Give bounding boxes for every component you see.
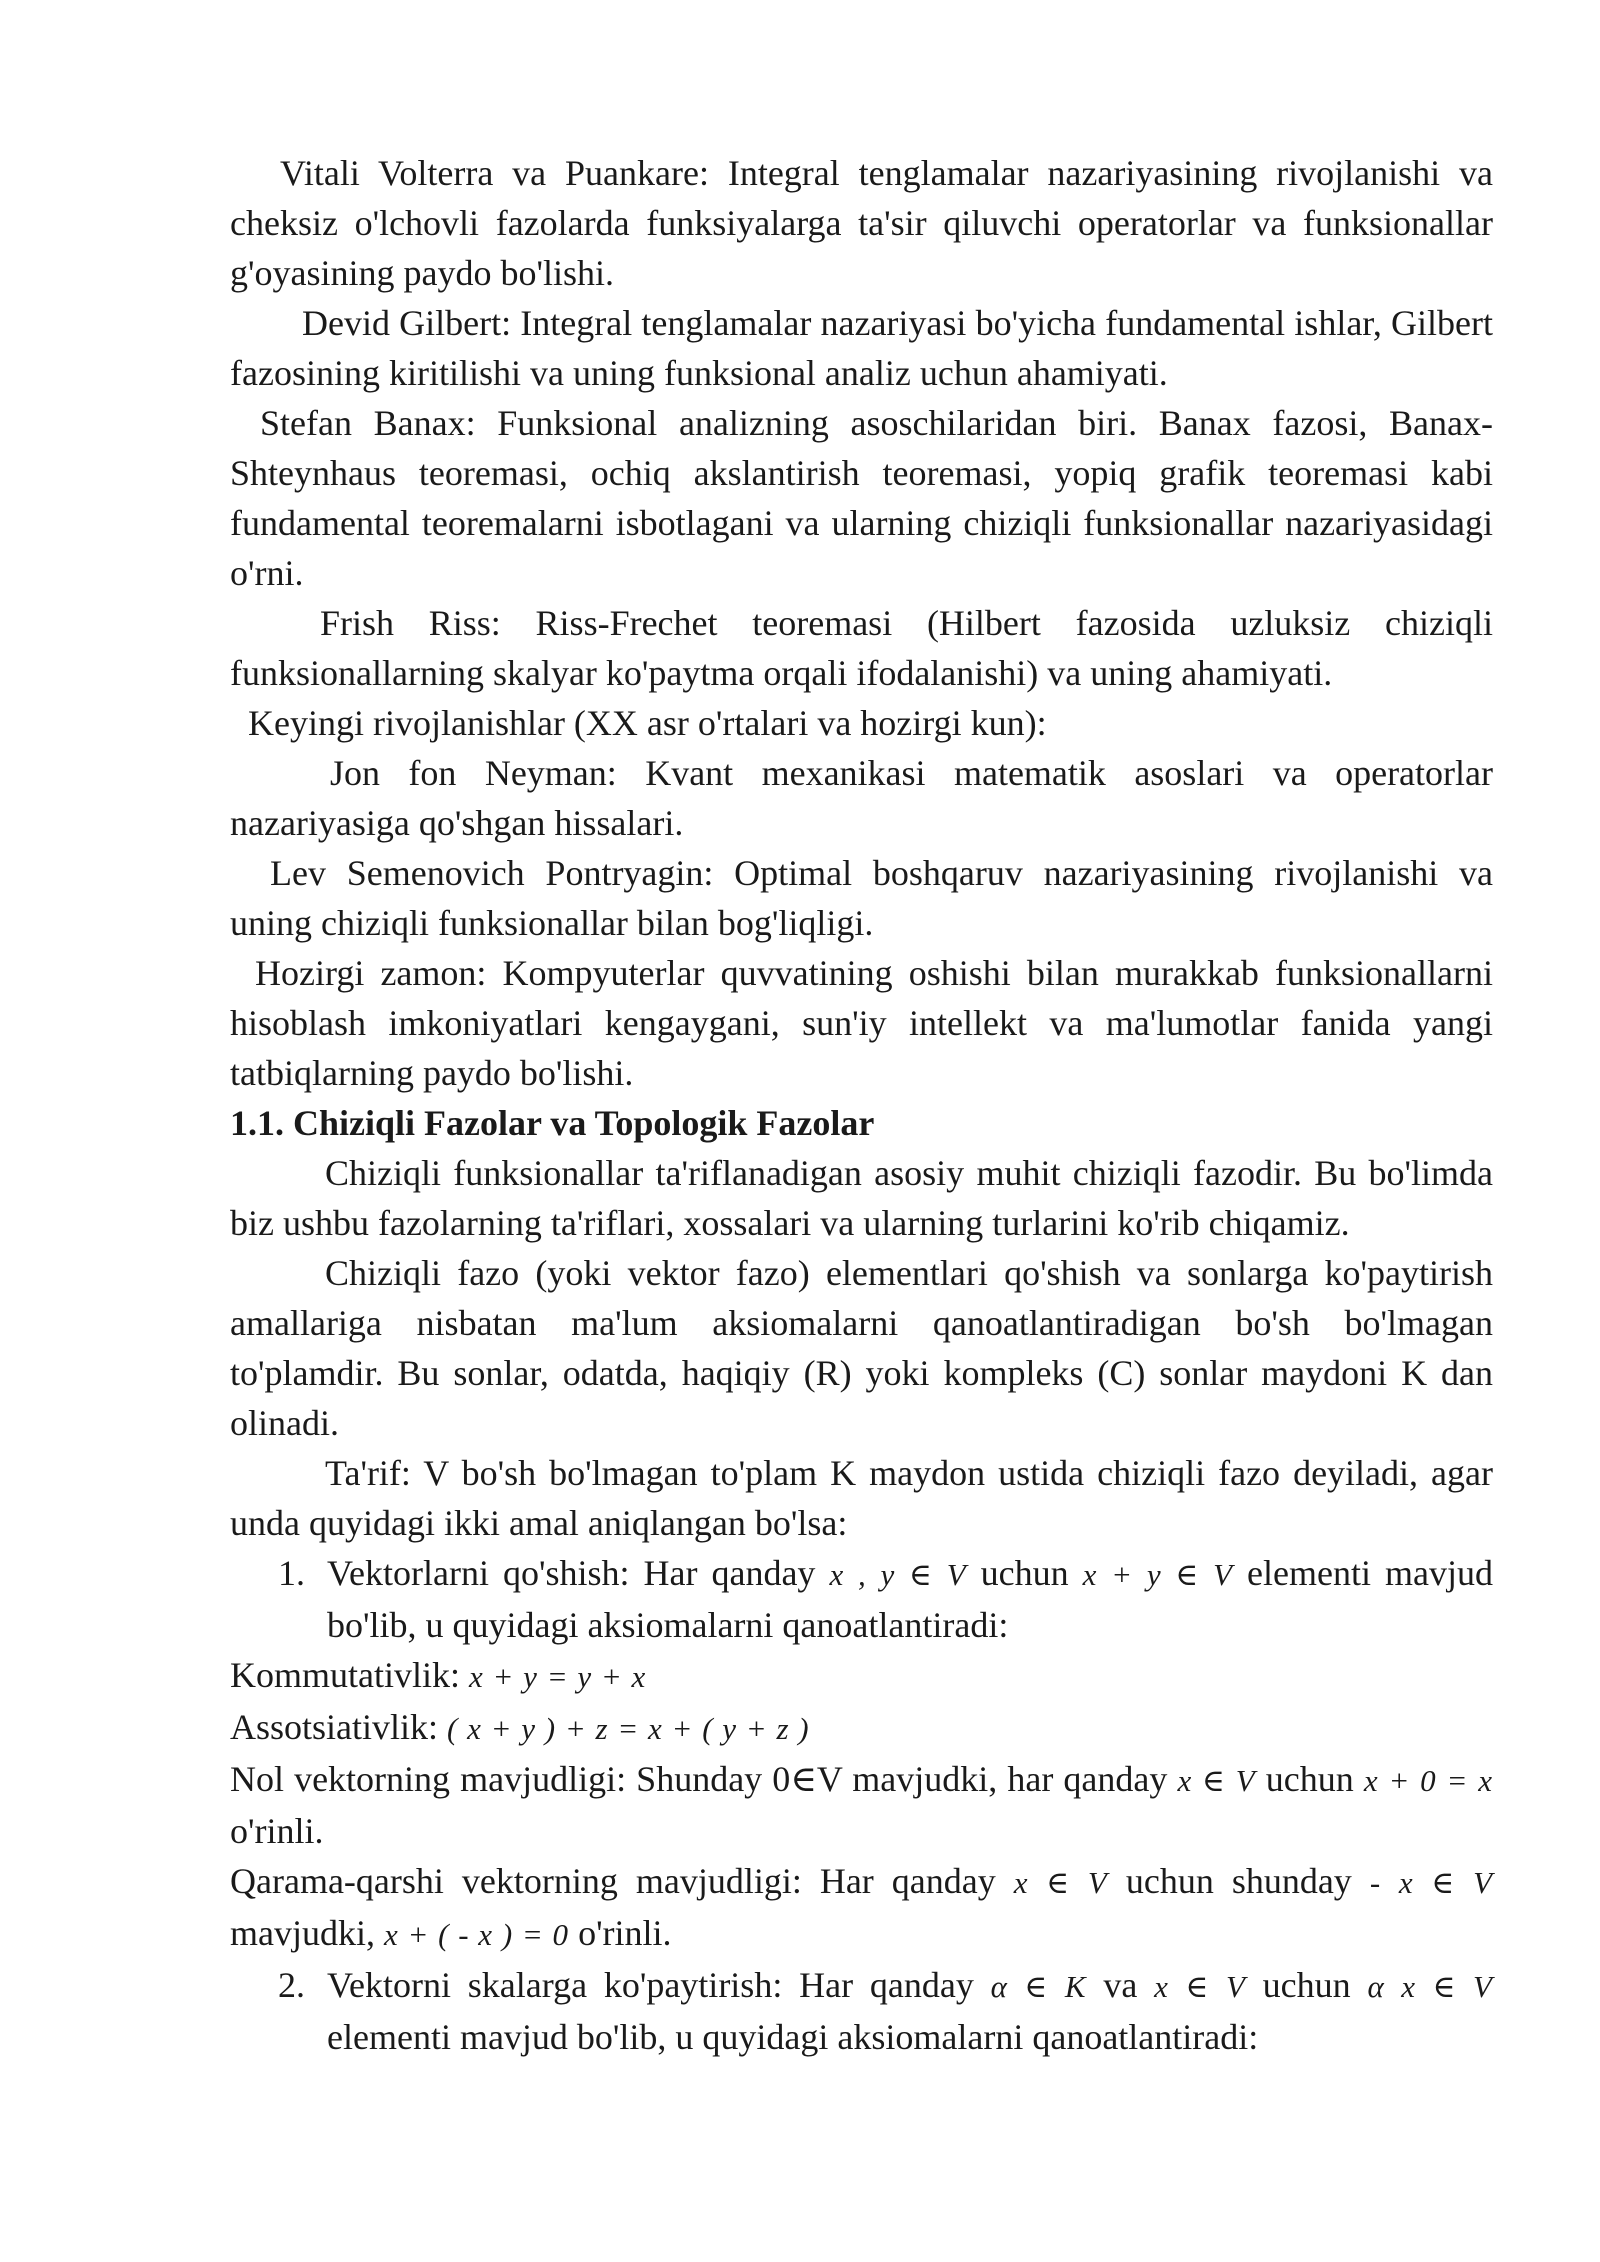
axiom-opposite-vector (230, 1856, 1493, 1960)
paragraph-riss: Frish Riss: Riss-Frechet teoremasi (Hilbert fazosida uzluksiz chiziqli funksionallarning skalyar ko'paytma orqali ifodalanishi) va uning ahamiyati. (230, 603, 1493, 693)
paragraph-later-developments: Keyingi rivojlanishlar (XX asr o'rtalari va hozirgi kun): (248, 703, 1047, 743)
math-formula: x , y ∈ V (829, 1557, 967, 1592)
list-number: 1. (278, 1553, 305, 1593)
list-text: uchun (966, 1553, 1083, 1593)
math-formula: x + y ∈ V (1082, 1557, 1234, 1592)
list-item-vector-addition (230, 1548, 1493, 1650)
math-formula: x ∈ V (1177, 1763, 1256, 1798)
axiom-commutativity (230, 1650, 1493, 1702)
axiom-associativity (230, 1702, 1493, 1754)
paragraph-pontryagin: Lev Semenovich Pontryagin: Optimal boshqaruv nazariyasining rivojlanishi va uning chiziqli funksionallar bilan bog'liqligi. (230, 853, 1493, 943)
axiom-text: Qarama-qarshi vektorning mavjudligi: Har qanday (230, 1861, 1014, 1901)
list-number: 2. (278, 1965, 305, 2005)
list-text: Vektorlarni qo'shish: Har qanday (327, 1553, 830, 1593)
paragraph-gilbert: Devid Gilbert: Integral tenglamalar nazariyasi bo'yicha fundamental ishlar, Gilbert fazosining kiritilishi va uning funksional analiz uchun ahamiyati. (230, 303, 1493, 393)
math-formula: x ∈ V (1154, 1969, 1246, 2004)
math-formula: α x ∈ V (1367, 1969, 1493, 2004)
list-text: uchun (1245, 1965, 1368, 2005)
document-page (230, 148, 1493, 2062)
axiom-text: o'rinli. (569, 1913, 672, 1953)
list-text: va (1086, 1965, 1155, 2005)
list-text: elementi mavjud bo'lib, u quyidagi aksiomalarni qanoatlantiradi: (327, 2017, 1259, 2057)
math-formula: x + y = y + x (469, 1659, 647, 1694)
axiom-label: Kommutativlik: (230, 1655, 469, 1695)
paragraph-banach: Stefan Banax: Funksional analizning asoschilaridan biri. Banax fazosi, Banax-Shteynhaus teoremasi, ochiq akslantirish teoremasi, yopiq grafik teoremasi kabi fundamental teoremalarni isbotlagani va ularning chiziqli funksionallar nazariyasidagi o'rni. (230, 403, 1493, 593)
list-text: elementi mavjud bo'lib, u quyidagi aksiomalarni qanoatlantiradi: (327, 1553, 1493, 1645)
list-text: Vektorni skalarga ko'paytirish: Har qanday (327, 1965, 991, 2005)
paragraph-neumann: Jon fon Neyman: Kvant mexanikasi matematik asoslari va operatorlar nazariyasiga qo'shgan hissalari. (230, 753, 1493, 843)
math-formula: ( x + y ) + z = x + ( y + z ) (447, 1711, 810, 1746)
paragraph-modern-era: Hozirgi zamon: Kompyuterlar quvvatining oshishi bilan murakkab funksionallarni hisoblash imkoniyatlari kengaygani, sun'iy intellekt va ma'lumotlar fanida yangi tatbiqlarning paydo bo'lishi. (230, 953, 1493, 1093)
math-formula: α ∈ K (990, 1969, 1087, 2004)
axiom-zero-vector (230, 1754, 1493, 1856)
paragraph-linear-functionals-intro: Chiziqli funksionallar ta'riflanadigan asosiy muhit chiziqli fazodir. Bu bo'limda biz ushbu fazolarning ta'riflari, xossalari va ularning turlarini ko'rib chiqamiz. (230, 1153, 1493, 1243)
math-formula: x + ( - x ) = 0 (383, 1917, 570, 1952)
axiom-text: mavjudki, (230, 1913, 384, 1953)
paragraph-volterra: Vitali Volterra va Puankare: Integral tenglamalar nazariyasining rivojlanishi va cheksiz o'lchovli fazolarda funksiyalarga ta'sir qiluvchi operatorlar va funksionallar g'oyasining paydo bo'lishi. (230, 153, 1493, 293)
paragraph-linear-space-description: Chiziqli fazo (yoki vektor fazo) elementlari qo'shish va sonlarga ko'paytirish amallariga nisbatan ma'lum aksiomalarni qanoatlantiradigan bo'sh bo'lmagan to'plamdir. Bu sonlar, odatda, haqiqiy (R) yoki kompleks (C) sonlar maydoni K dan olinadi. (230, 1253, 1493, 1443)
paragraph-definition: Ta'rif: V bo'sh bo'lmagan to'plam K maydon ustida chiziqli fazo deyiladi, agar unda quyidagi ikki amal aniqlangan bo'lsa: (230, 1453, 1493, 1543)
math-formula: - x ∈ V (1369, 1865, 1493, 1900)
axiom-label: Assotsiativlik: (230, 1707, 448, 1747)
axiom-text: uchun shunday (1107, 1861, 1370, 1901)
axiom-text: o'rinli. (230, 1811, 324, 1851)
list-item-scalar-multiplication (230, 1960, 1493, 2062)
math-formula: x + 0 = x (1363, 1763, 1493, 1798)
axiom-text: uchun (1255, 1759, 1364, 1799)
axiom-text: Nol vektorning mavjudligi: Shunday 0∈V mavjudki, har qanday (230, 1759, 1178, 1799)
math-formula: x ∈ V (1013, 1865, 1108, 1900)
section-heading: 1.1. Chiziqli Fazolar va Topologik Fazolar (230, 1103, 875, 1143)
